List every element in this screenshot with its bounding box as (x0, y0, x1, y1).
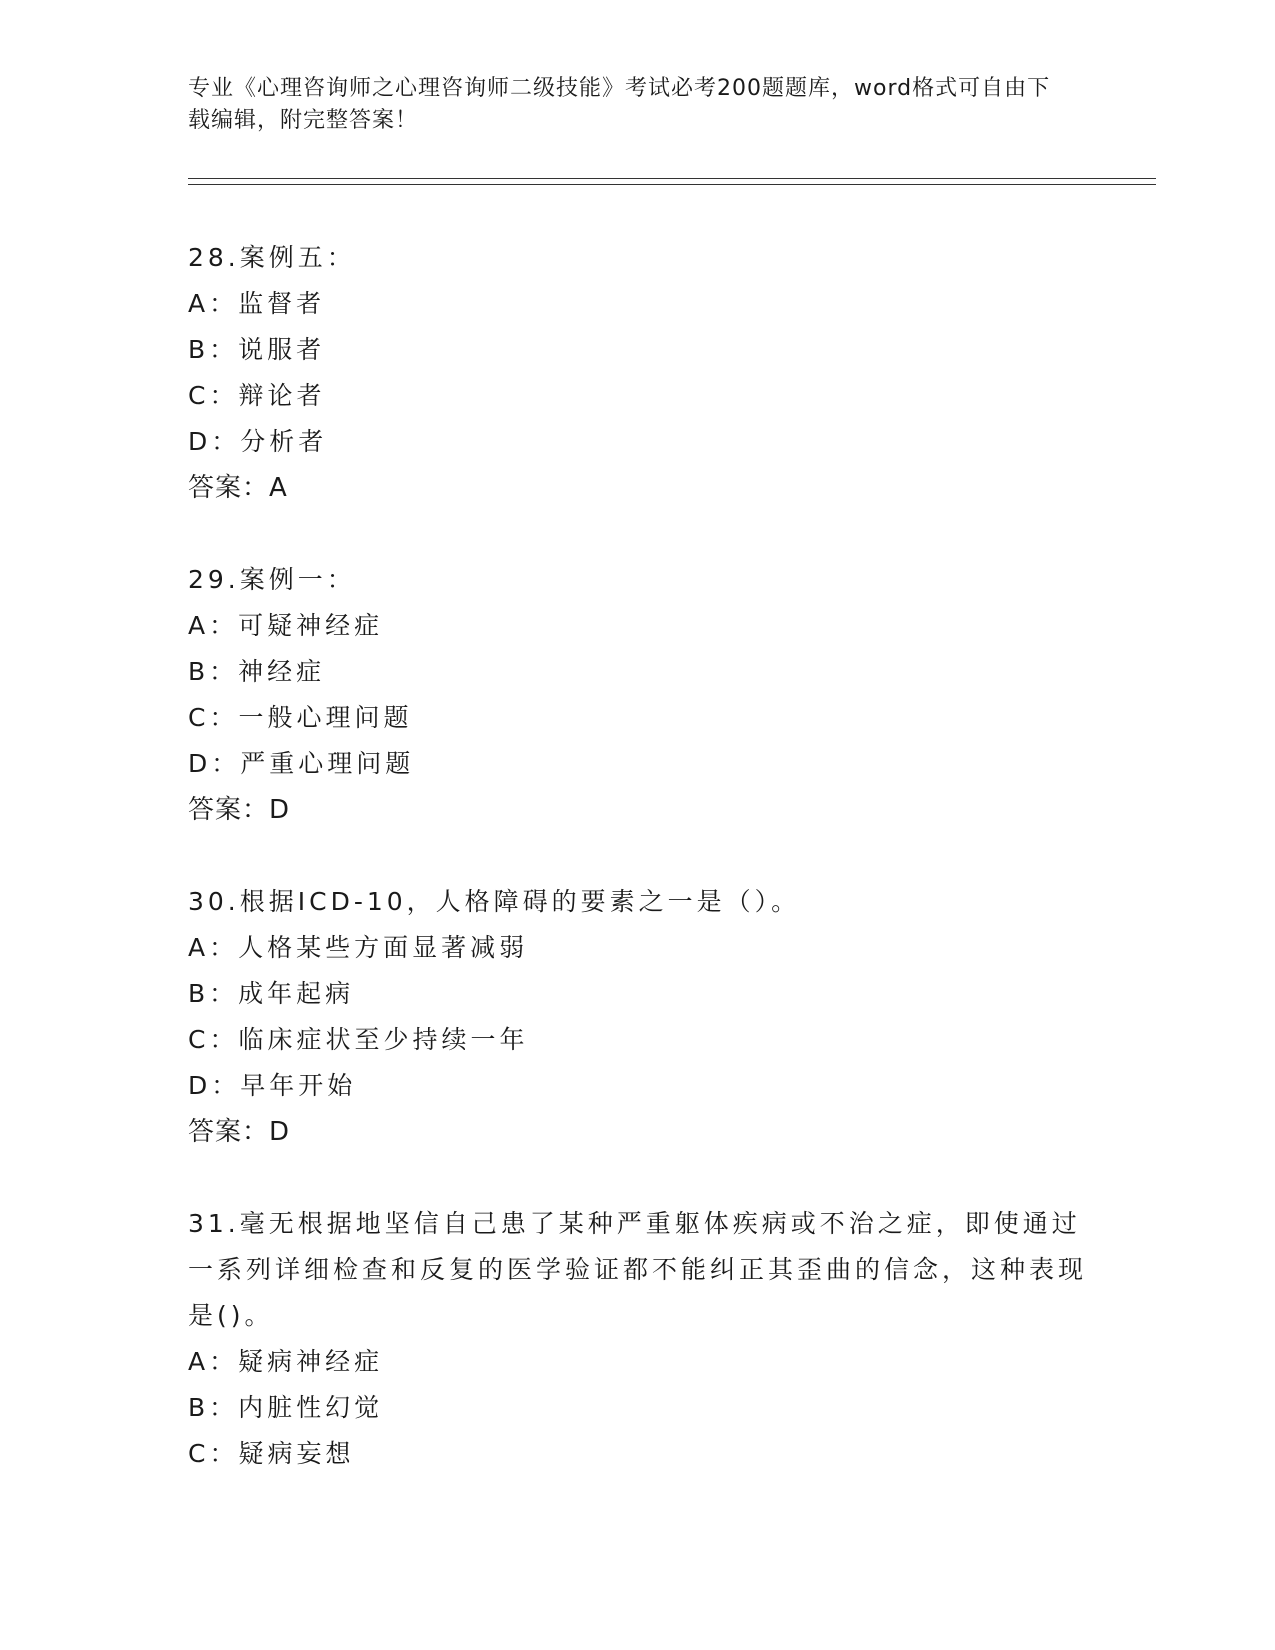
option-c: C：一般心理问题 (188, 703, 413, 732)
question-31 (188, 1201, 1088, 1477)
header-divider (188, 178, 1156, 185)
option-a: A：疑病神经症 (188, 1347, 384, 1376)
option-b: B：内脏性幻觉 (188, 1393, 384, 1422)
question-stem: 29.案例一： (188, 565, 356, 594)
answer: 答案：D (188, 1117, 291, 1147)
question-28 (188, 235, 1088, 511)
option-d: D：早年开始 (188, 1071, 357, 1100)
question-stem: 28.案例五： (188, 243, 356, 272)
option-b: B：成年起病 (188, 979, 355, 1008)
option-d: D：严重心理问题 (188, 749, 415, 778)
document-header: 专业《心理咨询师之心理咨询师二级技能》考试必考200题题库，word格式可自由下载编辑，附完整答案！ (188, 76, 1051, 133)
option-d: D：分析者 (188, 427, 328, 456)
option-a: A：监督者 (188, 289, 326, 318)
option-b: B：神经症 (188, 657, 326, 686)
question-30 (188, 879, 1088, 1155)
option-b: B：说服者 (188, 335, 326, 364)
option-c: C：临床症状至少持续一年 (188, 1025, 529, 1054)
question-stem: 30.根据ICD-10，人格障碍的要素之一是（）。 (188, 887, 801, 916)
option-c: C：辩论者 (188, 381, 326, 410)
option-a: A：可疑神经症 (188, 611, 384, 640)
option-a: A：人格某些方面显著减弱 (188, 933, 529, 962)
question-stem: 31.毫无根据地坚信自己患了某种严重躯体疾病或不治之症，即使通过一系列详细检查和反复的医学验证都不能纠正其歪曲的信念，这种表现是()。 (188, 1209, 1088, 1330)
answer: 答案：A (188, 473, 288, 503)
answer: 答案：D (188, 795, 291, 825)
question-29 (188, 557, 1088, 833)
question-list (188, 235, 1088, 1523)
option-c: C：疑病妄想 (188, 1439, 355, 1468)
